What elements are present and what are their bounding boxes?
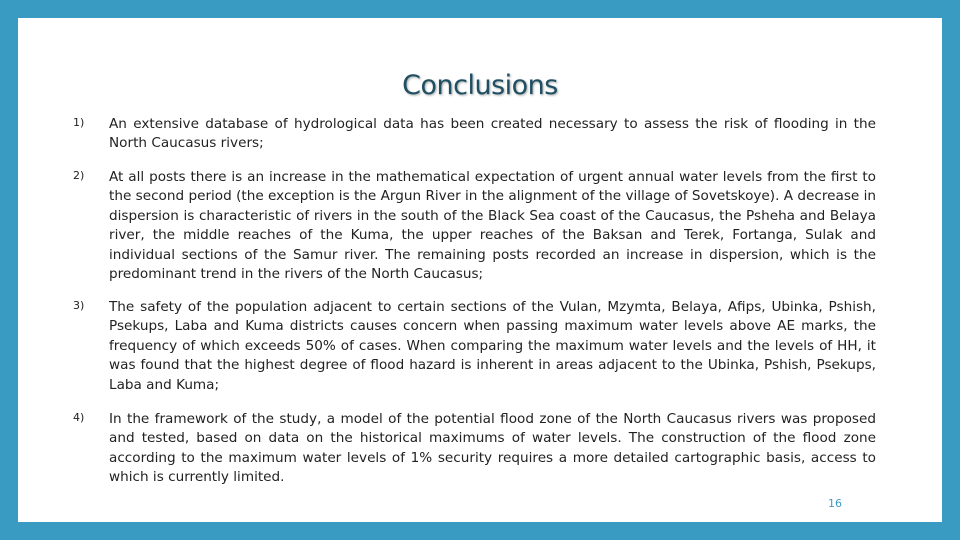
list-item-number: 2) xyxy=(73,169,85,182)
list-item xyxy=(73,168,876,284)
list-item-text: In the framework of the study, a model of the potential flood zone of the North Caucasus rivers was proposed and tested, based on data on the historical maximums of water levels. The construction of the flood zone according to the maximum water levels of 1% security requires a more detailed cartographic basis, access to which is currently limited. xyxy=(109,411,876,486)
list-item-number: 3) xyxy=(73,299,85,312)
list-item xyxy=(73,115,876,154)
list-item-text: The safety of the population adjacent to certain sections of the Vulan, Mzymta, Belaya, Afips, Ubinka, Pshish, Psekups, Laba and Kuma districts causes concern when passing maximum water levels above AE marks, the frequency of which exceeds 50% of cases. When comparing the maximum water levels and the levels of HH, it was found that the highest degree of flood hazard is inherent in areas adjacent to the Ubinka, Pshish, Psekups, Laba and Kuma; xyxy=(109,299,876,393)
list-item-number: 1) xyxy=(73,116,85,129)
list-item-text: At all posts there is an increase in the mathematical expectation of urgent annual water levels from the first to the second period (the exception is the Argun River in the alignment of the village of Sovetskoye). A decrease in dispersion is characteristic of rivers in the south of the Black Sea coast of the Caucasus, the Psheha and Belaya river, the middle reaches of the Kuma, the upper reaches of the Baksan and Terek, Fortanga, Sulak and individual sections of the Samur river. The remaining posts recorded an increase in dispersion, which is the predominant trend in the rivers of the North Caucasus; xyxy=(109,169,876,283)
list-item xyxy=(73,298,876,395)
list-item-text: An extensive database of hydrological data has been created necessary to assess the risk of flooding in the North Caucasus rivers; xyxy=(109,116,876,152)
slide xyxy=(18,18,942,522)
list-item-number: 4) xyxy=(73,411,85,424)
list-item xyxy=(73,410,876,488)
slide-title: Conclusions xyxy=(402,70,558,101)
page-number: 16 xyxy=(828,497,842,510)
